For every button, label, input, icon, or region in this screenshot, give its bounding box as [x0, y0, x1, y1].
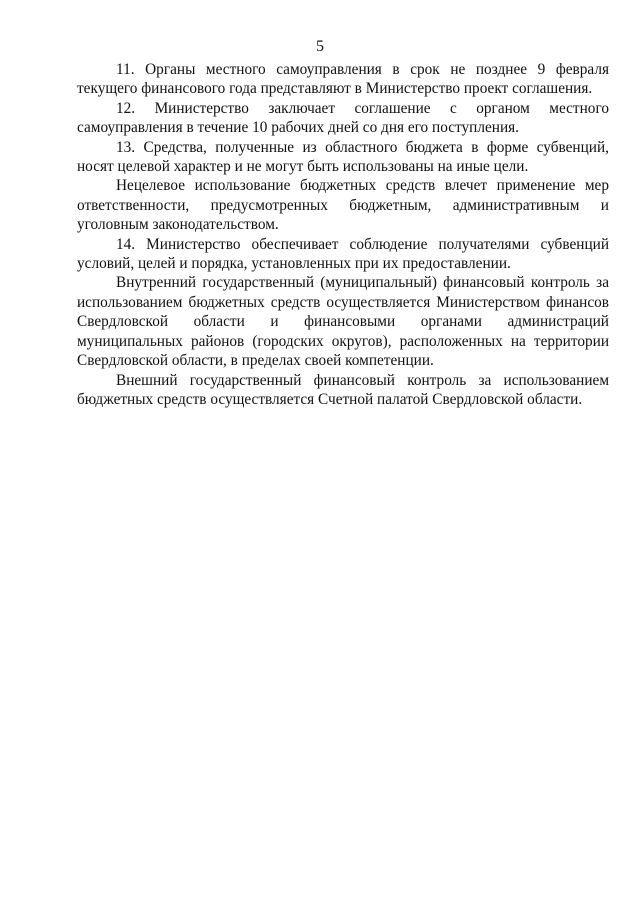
paragraph-12: 12. Министерство заключает соглашение с органом местного самоуправления в течение 10 рабочих дней со дня его поступления. [77, 99, 609, 137]
paragraph-11: 11. Органы местного самоуправления в срок не позднее 9 февраля текущего финансового года представляют в Министерство проект соглашения. [77, 61, 609, 98]
paragraph-internal-control: Внутренний государственный (муниципальный) финансовый контроль за использованием бюджетных средств осуществляется Министерством финансов Свердловской области и финансовыми органами администраций муниципальных районов (городских округов), расположенных на территории Свердловской области, в пределах своей компетенции. [77, 274, 609, 370]
paragraph-misuse-liability: Нецелевое использование бюджетных средств влечет применение мер ответственности, предусмотренных бюджетным, административным и уголовным законодательством. [77, 177, 609, 234]
paragraph-14: 14. Министерство обеспечивает соблюдение получателями субвенций условий, целей и порядка, установленных при их предоставлении. [77, 235, 609, 273]
paragraph-13: 13. Средства, полученные из областного бюджета в форме субвенций, носят целевой характер и не могут быть использованы на иные цели. [77, 138, 609, 176]
page-number: 5 [316, 38, 324, 55]
document-body [77, 60, 609, 409]
paragraph-external-control: Внешний государственный финансовый контроль за использованием бюджетных средств осуществляется Счетной палатой Свердловской области. [77, 371, 609, 408]
